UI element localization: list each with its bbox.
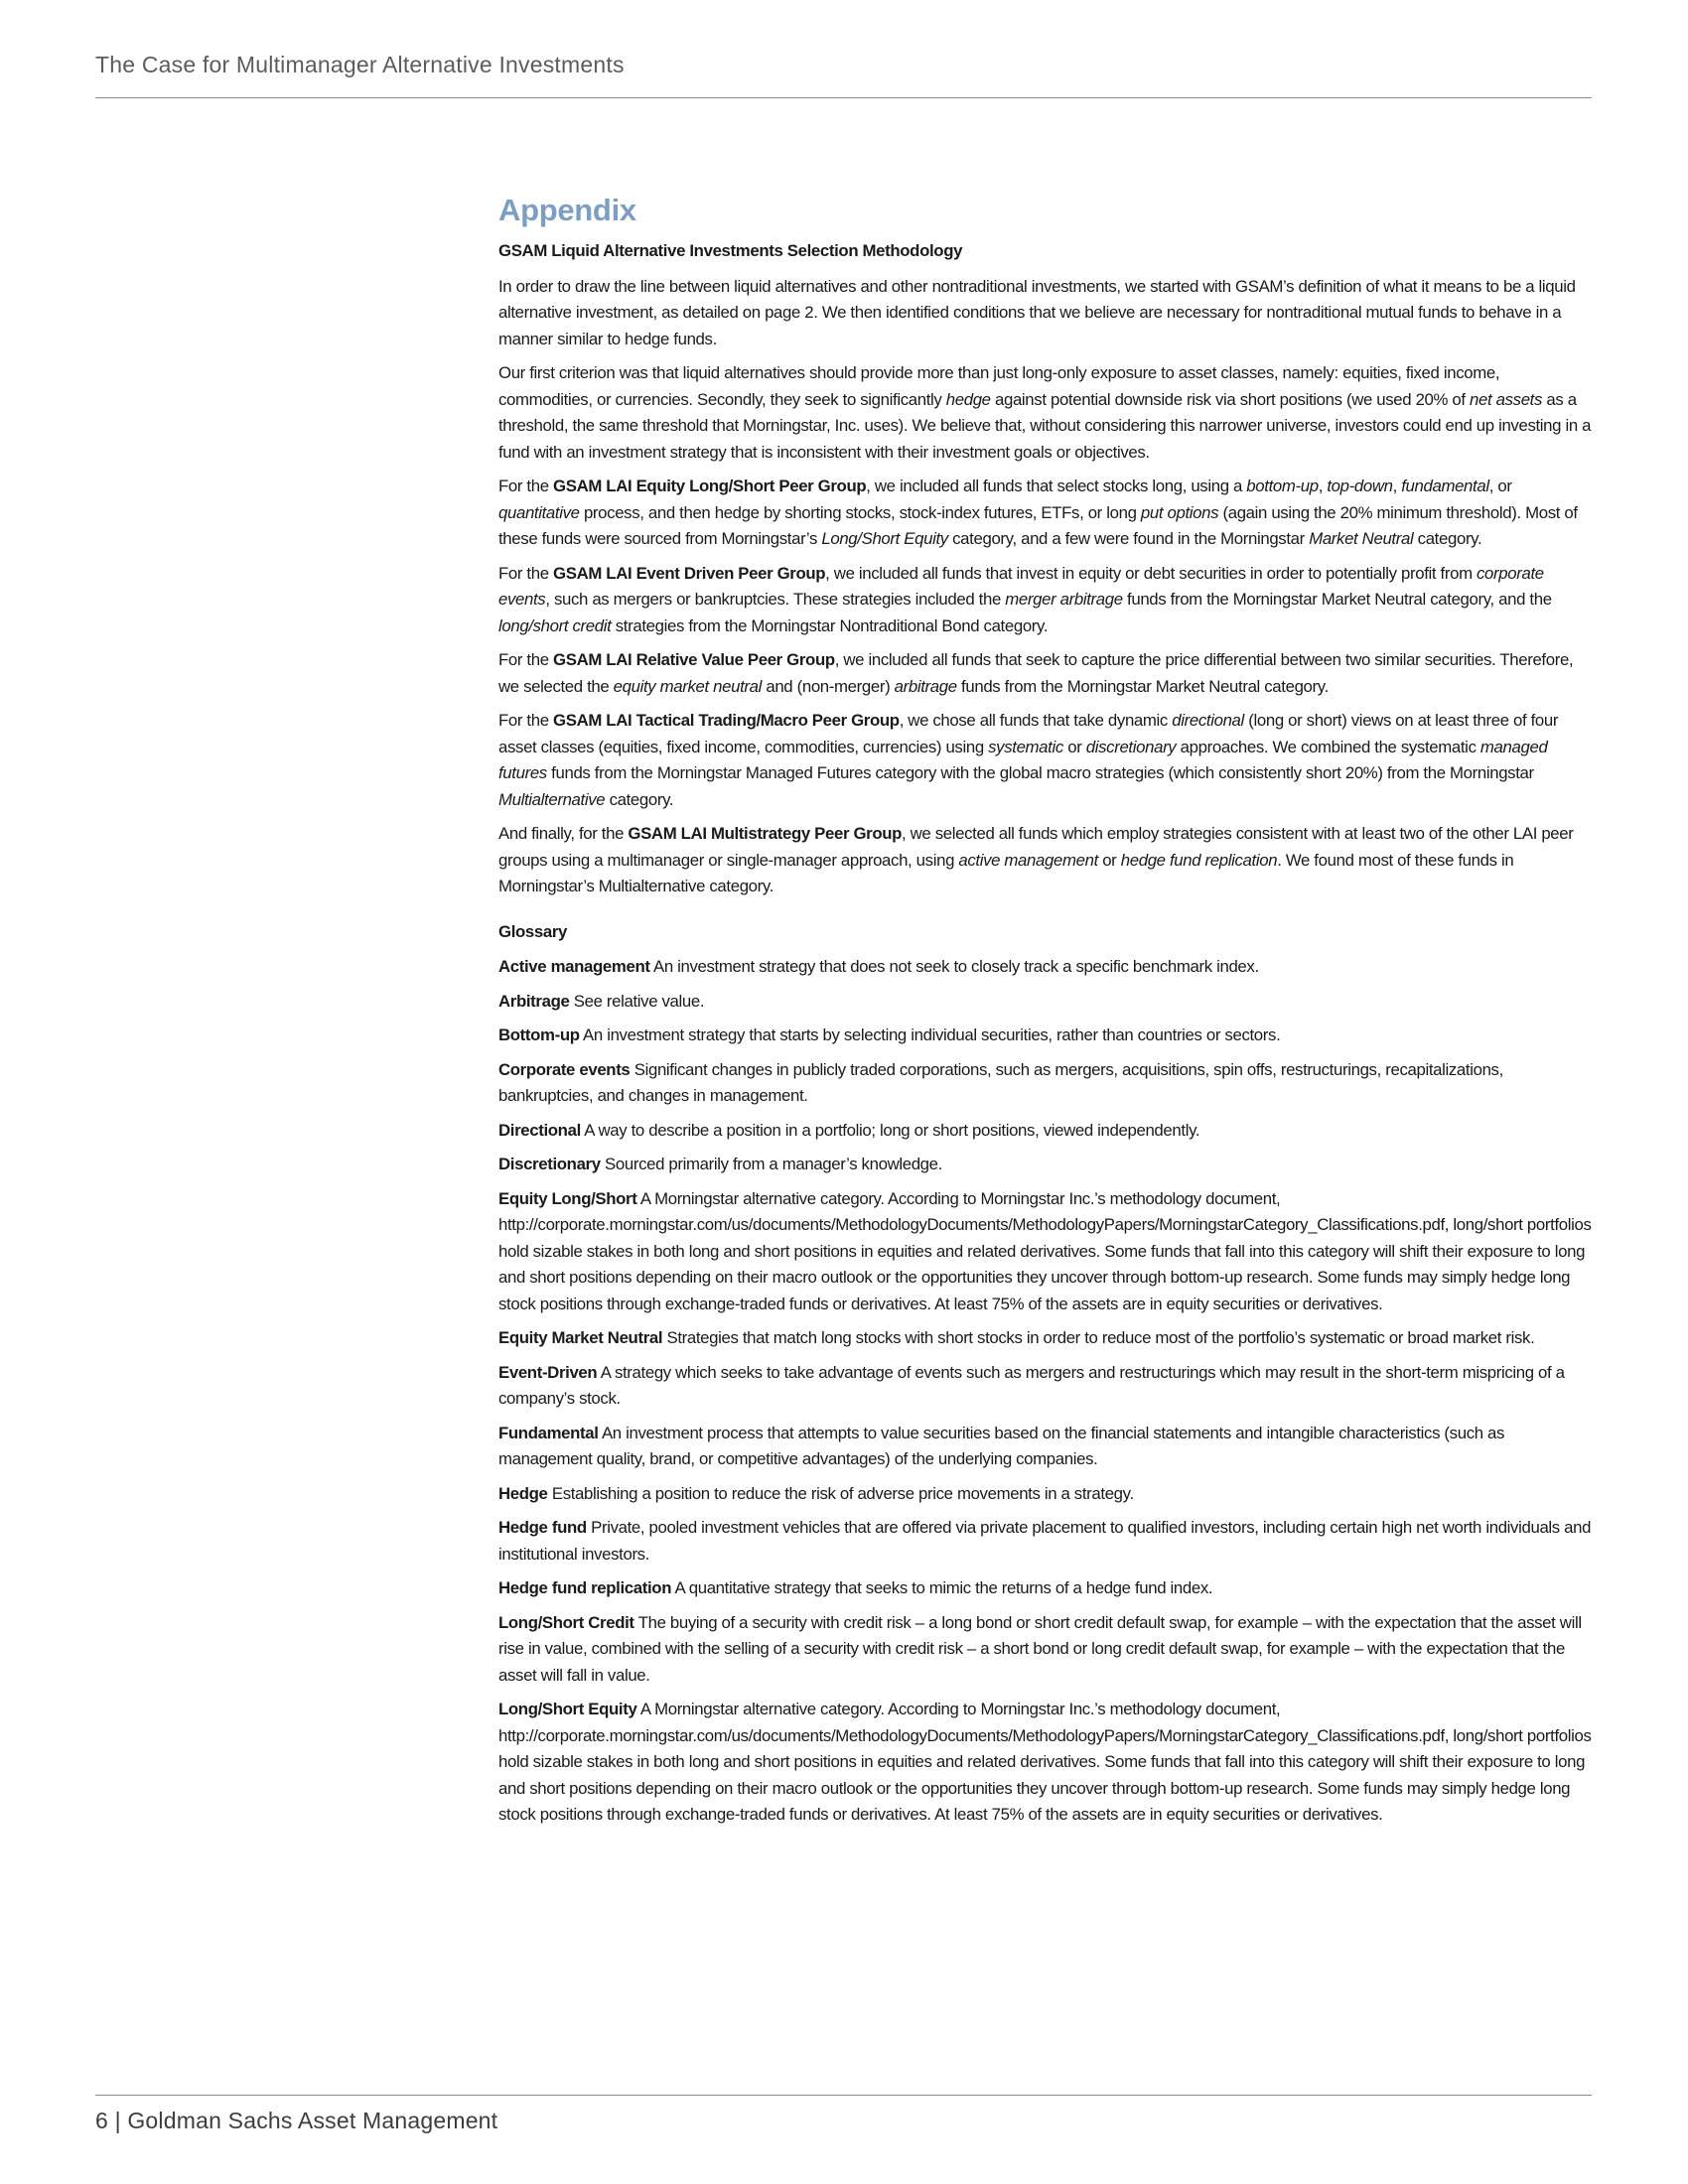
emphasized-term: equity market neutral [613,676,763,696]
glossary-term: Active management [498,957,650,976]
emphasized-term: discretionary [1085,737,1177,756]
methodology-paragraph [498,360,1595,466]
emphasized-term: top-down [1327,477,1393,495]
glossary-entry [498,1575,1595,1602]
paragraph-text: , [1318,477,1328,495]
glossary-definition: An investment process that attempts to value securities based on the financial statements and intangible characteristics (such as management quality, brand, or competitive advantages) of the underlying companies. [498,1423,1505,1468]
glossary-entry [498,1152,1595,1178]
glossary-term: Discretionary [498,1155,601,1173]
emphasized-term: Long/Short Equity [821,529,948,548]
paragraph-text: , we included all funds that invest in equity or debt securities in order to potentially profit from [825,563,1477,583]
paragraph-text: category. [1413,529,1482,548]
glossary-definition: The buying of a security with credit risk – a long bond or short credit default swap, for example – with the expectation that the asset will rise in value, combined with the selling of a security with credit risk – a short bond or long credit default swap, for example – with the expectation that the asset will fall in value. [498,1612,1582,1685]
glossary-definition: See relative value. [569,991,705,1011]
glossary-entry [498,1186,1595,1318]
glossary-term: Event-Driven [498,1362,598,1382]
glossary-list [498,954,1595,1829]
paragraph-text: , we included all funds that seek to capture the price differential between two similar securities. Therefore, we selected the [498,650,1574,696]
glossary-definition: A Morningstar alternative category. According to Morningstar Inc.’s methodology document, http://corporate.morningstar.com/us/documents/MethodologyDocuments/MethodologyPapers/MorningstarCategory_Classifications.pdf, long/short portfolios hold sizable stakes in both long and short positions in equities and related derivatives. Some funds that fall into this category will shift their exposure to long and short positions depending on their macro outlook or the opportunities they uncover through bottom-up research. Some funds may simply hedge long stock positions through exchange-traded funds or derivatives. At least 75% of the assets are in equity securities or derivatives. [498,1700,1592,1824]
glossary-entry [498,1421,1595,1473]
glossary-entry [498,1325,1595,1352]
glossary-definition: Sourced primarily from a manager’s knowledge. [600,1155,942,1173]
glossary-term: Long/Short Credit [498,1612,634,1632]
glossary-term: Directional [498,1120,581,1140]
glossary-heading: Glossary [498,921,568,941]
page-content [498,191,1595,1837]
emphasized-term: long/short credit [498,615,612,635]
glossary-definition: Significant changes in publicly traded corporations, such as mergers, acquisitions, spin offs, restructurings, recapitalizations, bankruptcies, and changes in management. [498,1059,1503,1105]
footer-rule [95,2095,1592,2096]
paragraph-text: category, and a few were found in the Morningstar [947,529,1310,548]
paragraph-text: , or [1488,477,1512,495]
glossary-term: Arbitrage [498,991,570,1011]
glossary-definition: Establishing a position to reduce the risk of adverse price movements in a strategy. [547,1483,1134,1503]
emphasized-term: quantitative [498,502,580,522]
peer-group-name: GSAM LAI Relative Value Peer Group [553,650,835,669]
paragraph-text: process, and then hedge by shorting stocks, stock-index futures, ETFs, or long [579,502,1141,522]
glossary-entry [498,954,1595,981]
glossary-term: Corporate events [498,1059,631,1079]
glossary-term: Long/Short Equity [498,1700,637,1718]
running-title: The Case for Multimanager Alternative Investments [95,52,625,77]
emphasized-term: hedge fund replication [1120,850,1278,870]
glossary-entry [498,1057,1595,1110]
glossary-definition: Private, pooled investment vehicles that are offered via private placement to qualified investors, including certain high net worth individuals and institutional investors. [498,1518,1592,1564]
emphasized-term: arbitrage [894,676,957,696]
glossary-definition: A strategy which seeks to take advantage of events such as mergers and restructurings which may result in the short-term mispricing of a company’s stock. [498,1362,1565,1408]
paragraph-text: as a threshold, the same threshold that Morningstar, Inc. uses). We believe that, without considering this narrower universe, investors could end up investing in a fund with an investment strategy that is inconsistent with their investment goals or objectives. [498,389,1592,462]
paragraph-text: , we chose all funds that take dynamic [899,711,1173,730]
paragraph-text: (again using the 20% minimum threshold). Most of these funds were sourced from Morningstar’s [498,502,1578,548]
methodology-paragraph [498,561,1595,640]
emphasized-term: Market Neutral [1309,529,1414,548]
emphasized-term: corporate events [498,563,1544,609]
methodology-paragraph [498,647,1595,700]
glossary-entry [498,1610,1595,1690]
emphasized-term: put options [1140,502,1219,522]
paragraph-text: , such as mergers or bankruptcies. These strategies included the [545,590,1006,609]
glossary-term: Fundamental [498,1423,599,1442]
paragraph-text: or [1062,737,1086,756]
glossary-entry [498,989,1595,1016]
glossary-entry [498,1697,1595,1829]
paragraph-text: funds from the Morningstar Market Neutral category, and the [1122,590,1552,609]
glossary-entry [498,1481,1595,1508]
paragraph-text: For the [498,477,554,495]
peer-group-name: GSAM LAI Tactical Trading/Macro Peer Group [553,711,900,730]
emphasized-term: merger arbitrage [1005,590,1123,609]
appendix-title: Appendix [498,193,636,227]
paragraph-text: In order to draw the line between liquid alternatives and other nontraditional investments, we started with GSAM’s definition of what it means to be a liquid alternative investment, as detailed on page 2. We then identified conditions that we believe are necessary for nontraditional mutual funds to behave in a manner similar to hedge funds. [498,276,1576,348]
paragraph-text: , [1392,477,1402,495]
glossary-definition: An investment strategy that starts by selecting individual securities, rather than countries or sectors. [579,1025,1281,1044]
paragraph-text: And finally, for the [498,824,629,843]
glossary-definition: Strategies that match long stocks with short stocks in order to reduce most of the portfolio’s systematic or broad market risk. [662,1328,1535,1347]
paragraph-text: strategies from the Morningstar Nontraditional Bond category. [611,615,1049,635]
emphasized-term: fundamental [1401,477,1489,495]
emphasized-term: managed futures [498,737,1548,782]
emphasized-term: active management [958,850,1098,870]
glossary-definition: A quantitative strategy that seeks to mimic the returns of a hedge fund index. [671,1578,1213,1597]
glossary-term: Bottom-up [498,1025,580,1044]
methodology-paragraph [498,274,1595,353]
emphasized-term: systematic [988,737,1063,756]
emphasized-term: directional [1172,711,1244,730]
glossary-entry [498,1515,1595,1568]
paragraph-text: against potential downside risk via short positions (we used 20% of [990,389,1471,409]
glossary-term: Hedge [498,1483,548,1503]
paragraph-text: . We found most of these funds in Morningstar’s Multialternative category. [498,850,1514,895]
glossary-entry [498,1360,1595,1413]
paragraph-text: For the [498,563,554,583]
paragraph-text: For the [498,650,554,669]
paragraph-text: (long or short) views on at least three of four asset classes (equities, fixed income, commodities, currencies) using [498,711,1559,756]
glossary-entry [498,1118,1595,1145]
emphasized-term: bottom-up [1246,477,1319,495]
methodology-paragraph [498,708,1595,813]
paragraph-text: , we included all funds that select stocks long, using a [866,477,1247,495]
glossary-definition: A Morningstar alternative category. According to Morningstar Inc.’s methodology document, http://corporate.morningstar.com/us/documents/MethodologyDocuments/MethodologyPapers/MorningstarCategory_Classifications.pdf, long/short portfolios hold sizable stakes in both long and short positions in equities and related derivatives. Some funds that fall into this category will shift their exposure to long and short positions depending on their macro outlook or the opportunities they uncover through bottom-up research. Some funds may simply hedge long stock positions through exchange-traded funds or derivatives. At least 75% of the assets are in equity securities or derivatives. [498,1188,1592,1313]
glossary-definition: An investment strategy that does not seek to closely track a specific benchmark index. [649,957,1259,976]
header-rule [95,97,1592,98]
methodology-heading: GSAM Liquid Alternative Investments Selection Methodology [498,241,963,260]
methodology-body [498,274,1595,900]
glossary-term: Hedge fund [498,1518,587,1537]
glossary-definition: A way to describe a position in a portfolio; long or short positions, viewed independently. [580,1120,1200,1140]
emphasized-term: net assets [1470,389,1543,409]
methodology-paragraph [498,474,1595,553]
methodology-paragraph [498,821,1595,900]
peer-group-name: GSAM LAI Event Driven Peer Group [553,563,826,583]
glossary-term: Hedge fund replication [498,1578,672,1597]
paragraph-text: For the [498,711,554,730]
paragraph-text: Our first criterion was that liquid alternatives should provide more than just long-only exposure to asset classes, namely: equities, fixed income, commodities, or currencies. Secondly, they seek to significantly [498,363,1500,409]
paragraph-text: or [1097,850,1121,870]
paragraph-text: funds from the Morningstar Market Neutral category. [956,676,1329,696]
glossary-term: Equity Long/Short [498,1188,637,1208]
paragraph-text: and (non-merger) [762,676,895,696]
emphasized-term: Multialternative [498,789,606,809]
paragraph-text: approaches. We combined the systematic [1176,737,1480,756]
peer-group-name: GSAM LAI Multistrategy Peer Group [628,824,903,843]
glossary-term: Equity Market Neutral [498,1328,663,1347]
peer-group-name: GSAM LAI Equity Long/Short Peer Group [553,477,867,495]
glossary-entry [498,1023,1595,1049]
paragraph-text: funds from the Morningstar Managed Futures category with the global macro strategies (which consistently short 20%) from the Morningstar [546,763,1534,782]
page-footer: 6 | Goldman Sachs Asset Management [95,2108,498,2133]
paragraph-text: category. [605,789,674,809]
emphasized-term: hedge [945,389,991,409]
paragraph-text: , we selected all funds which employ strategies consistent with at least two of the other LAI peer groups using a multimanager or single-manager approach, using [498,824,1574,870]
